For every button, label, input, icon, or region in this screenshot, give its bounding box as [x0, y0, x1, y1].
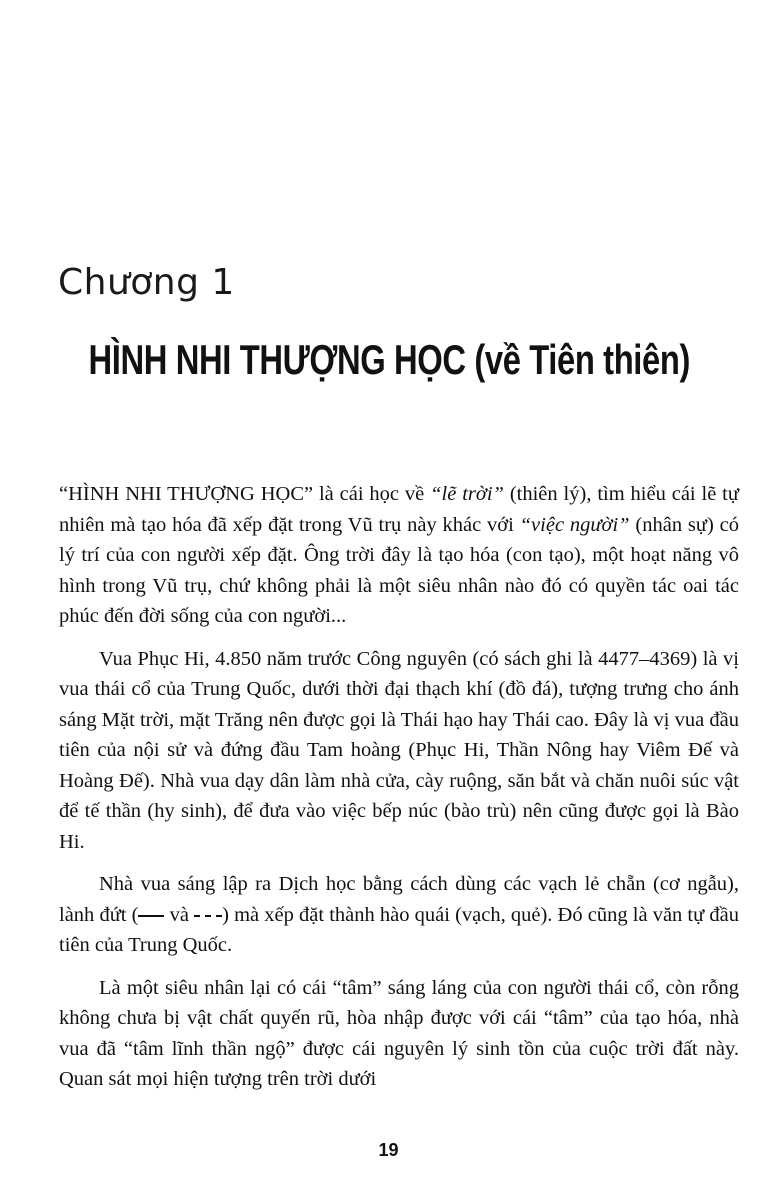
paragraph-1-italic-le-troi: “lẽ trời” [430, 483, 504, 505]
page-number: 19 [378, 1140, 399, 1160]
paragraph-1-italic-viec-nguoi: “việc người” [519, 513, 630, 536]
paragraph-1-text-a: “HÌNH NHI THƯỢNG HỌC” là cái học về [59, 483, 431, 505]
paragraph-1-text-e: (nhân sự) có lý trí của con người xếp đặt. Ông trời đây là tạo hóa (con tạo), một hoạt năng vô hình trong Vũ trụ, chứ không phải là một siêu nhân nào đó có quyền tác oai tác phúc đến đời sống của con người... [59, 513, 739, 627]
body-text [59, 479, 739, 1107]
paragraph-1-text-c: (thiên lý), tìm hiểu cái lẽ tự nhiên mà tạo hóa đã xếp đặt trong Vũ trụ này khác với [59, 483, 739, 536]
paragraph-3-text-b: và [164, 903, 195, 926]
paragraph-3-text-c: ) mà xếp đặt thành hào quái (vạch, quẻ). Đó cũng là văn tự đầu tiên của Trung Quốc. [59, 903, 739, 956]
paragraph-4: Là một siêu nhân lại có cái “tâm” sáng láng của con người thái cổ, còn rỗng không chưa bị vật chất quyến rũ, hòa nhập được với cái “tâm” của tạo hóa, nhà vua đã “tâm lĩnh thần ngộ” được cái nguyên lý sinh tồn của cuộc trời đất này. Quan sát mọi hiện tượng trên trời dưới [59, 976, 739, 1090]
broken-line-symbol [194, 915, 222, 917]
paragraph-3-text-a: Nhà vua sáng lập ra Dịch học bằng cách dùng các vạch lẻ chẵn (cơ ngẫu), lành đứt ( [59, 873, 739, 926]
solid-line-symbol [138, 915, 164, 917]
paragraph-2: Vua Phục Hi, 4.850 năm trước Công nguyên (có sách ghi là 4477–4369) là vị vua thái cổ của Trung Quốc, dưới thời đại thạch khí (đồ đá), tượng trưng cho ánh sáng Mặt trời, mặt Trăng nên được gọi là Thái hạo hay Thái cao. Đây là vị vua đầu tiên của nội sử và đứng đầu Tam hoàng (Phục Hi, Thần Nông hay Viêm Đế và Hoàng Đế). Nhà vua dạy dân làm nhà cửa, cày ruộng, săn bắt và chăn nuôi súc vật để tế thần (hy sinh), để đưa vào việc bếp núc (bào trù) nên cũng được gọi là Bào Hi. [59, 647, 739, 853]
paragraph-3 [59, 869, 739, 961]
chapter-label: Chương 1 [58, 262, 235, 303]
paragraph-1 [59, 479, 739, 632]
chapter-title: HÌNH NHI THƯỢNG HỌC (về Tiên thiên) [88, 336, 690, 383]
